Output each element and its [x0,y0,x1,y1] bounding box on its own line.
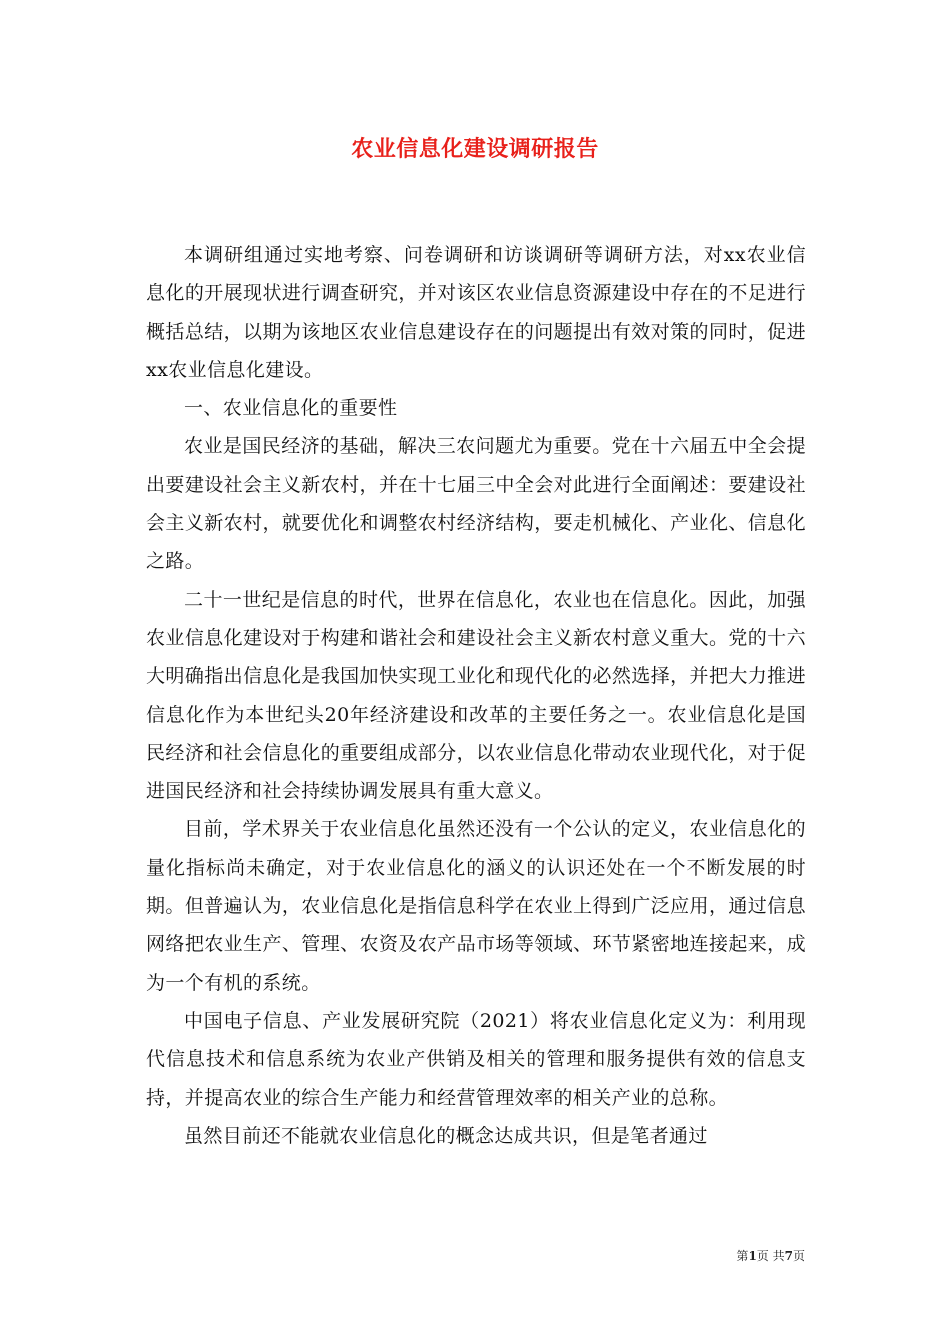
document-body [146,236,806,1155]
footer-total-pages: 7 [784,1249,793,1263]
footer-current-page: 1 [748,1249,757,1263]
footer-middle: 页 共 [756,1249,785,1263]
paragraph-institute-definition: 中国电子信息、产业发展研究院（2021）将农业信息化定义为：利用现代信息技术和信息系统为农业产供销及相关的管理和服务提供有效的信息支持，并提高农业的综合生产能力和经营管理效率的相关产业的总称。 [146,1009,806,1109]
section-heading-importance: 一、农业信息化的重要性 [184,397,398,420]
footer-prefix: 第 [736,1249,749,1263]
paragraph-information-era: 二十一世纪是信息的时代，世界在信息化，农业也在信息化。因此，加强农业信息化建设对于构建和谐社会和建设社会主义新农村意义重大。党的十六大明确指出信息化是我国加快实现工业化和现代化的必然选择，并把大力推进信息化作为本世纪头20年经济建设和改革的主要任务之一。农业信息化是国民经济和社会信息化的重要组成部分，以农业信息化带动农业现代化，对于促进国民经济和社会持续协调发展具有重大意义。 [146,588,806,803]
page-number-footer [736,1247,805,1264]
paragraph-intro: 本调研组通过实地考察、问卷调研和访谈调研等调研方法，对xx农业信息化的开展现状进行调查研究，并对该区农业信息资源建设中存在的不足进行概括总结，以期为该地区农业信息建设存在的问题提出有效对策的同时，促进xx农业信息化建设。 [146,244,806,381]
document-title: 农业信息化建设调研报告 [351,136,599,162]
paragraph-definition-status: 目前，学术界关于农业信息化虽然还没有一个公认的定义，农业信息化的量化指标尚未确定，对于农业信息化的涵义的认识还处在一个不断发展的时期。但普遍认为，农业信息化是指信息科学在农业上得到广泛应用，通过信息网络把农业生产、管理、农资及农产品市场等领域、环节紧密地连接起来，成为一个有机的系统。 [146,818,806,994]
footer-suffix: 页 [792,1249,805,1263]
paragraph-agriculture-basis: 农业是国民经济的基础，解决三农问题尤为重要。党在十六届五中全会提出要建设社会主义新农村，并在十七届三中全会对此进行全面阐述：要建设社会主义新农村，就要优化和调整农村经济结构，要走机械化、产业化、信息化之路。 [146,435,806,573]
paragraph-continued: 虽然目前还不能就农业信息化的概念达成共识，但是笔者通过 [184,1124,708,1147]
